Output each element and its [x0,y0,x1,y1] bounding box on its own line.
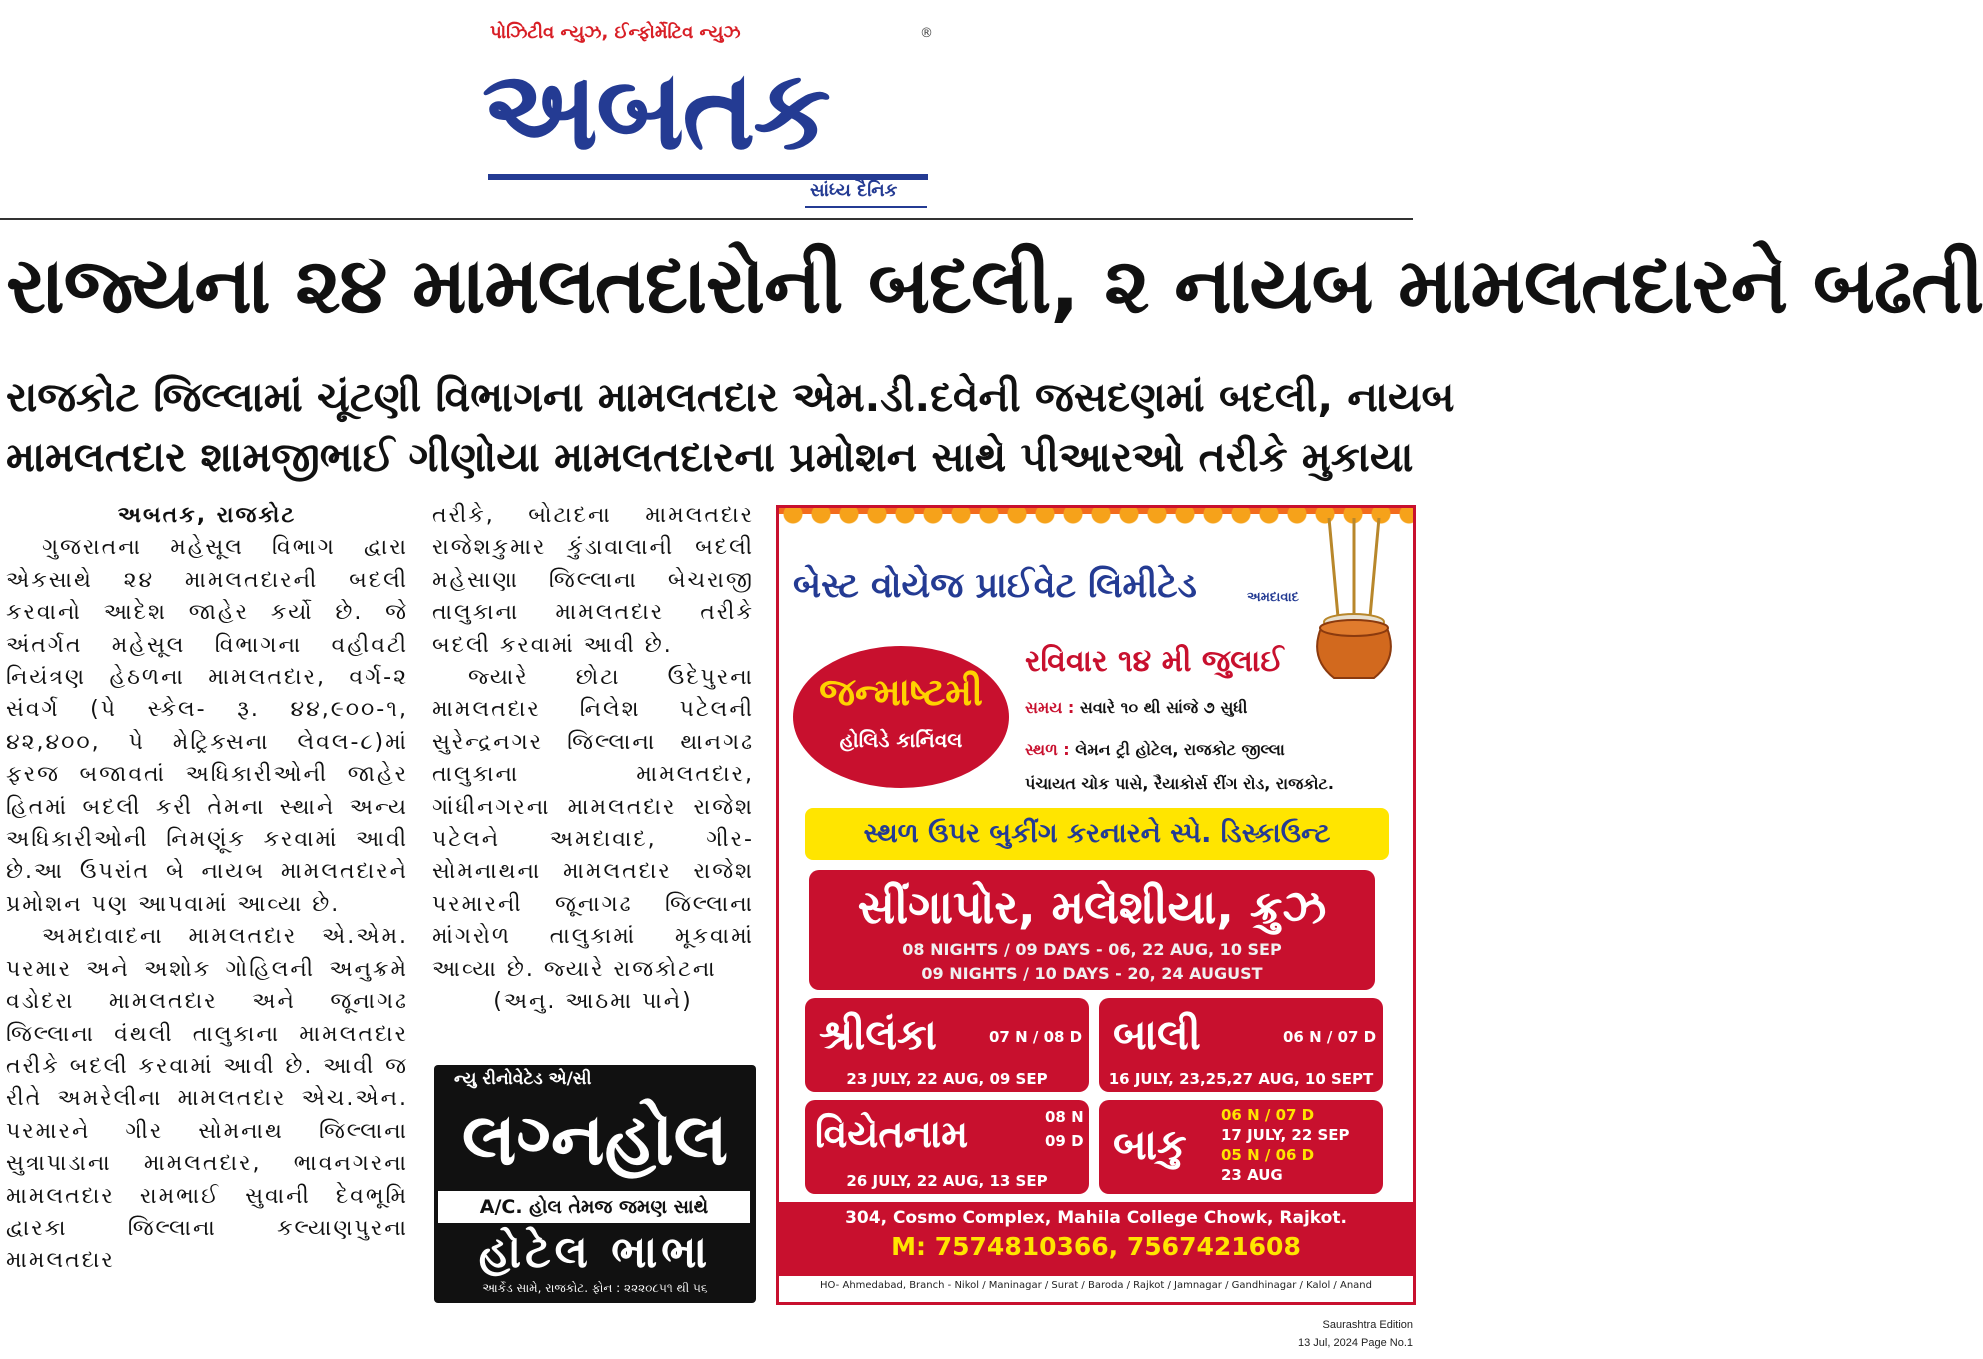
travel-address: 304, Cosmo Complex, Mahila College Chowk, Rajkot. [845,1208,1347,1228]
time-value: સવારે ૧૦ થી સાંજે ૭ સુધી [1079,698,1248,717]
tour-dates: 23 AUG [1221,1166,1283,1184]
main-headline: રાજ્યના ૨૪ મામલતદારોની બદલી, ૨ નાયબ મામલતદારને બઢતી [6,242,1983,331]
article-paragraph: અમદાવાદના મામલતદાર એ.એમ. પરમાર અને અશોક ગોહિલની અનુક્રમે વડોદરા મામલતદાર અને જૂનાગઢ જિલ્લાના વંથલી તાલુકાના મામલતદાર તરીકે બદલી કરવામાં આવી છે. આવી જ રીતે અમરેલીના મામલતદાર એચ.એન. પરમારને ગીર સોમનાથ જિલ્લાના સુત્રાપાડાના મામલતદાર, ભાવનગરના મામલતદાર રામભાઈ સુવાની દેવભૂમિ દ્વારકા જિલ્લાના કલ્યાણપુરના મામલતદાર [6,924,408,1274]
tour-nights: 06 N / 07 D [1283,1028,1377,1046]
discount-banner: સ્થળ ઉપર બુકીંગ કરનારને સ્પે. ડિસ્કાઉન્ટ [805,808,1389,860]
tour-dates: 26 JULY, 22 AUG, 13 SEP [846,1172,1048,1190]
travel-company-city: અમદાવાદ [1247,590,1299,605]
continued-note: (અનુ. આઠમા પાને) [493,989,693,1015]
badge-title: જન્માષ્ટમી [819,670,983,714]
badge-subtitle: હોલિડે કાર્નિવલ [839,728,963,752]
hall-ad-hotel: હોટેલ ભાભા [478,1227,712,1278]
tour-dates: 16 JULY, 23,25,27 AUG, 10 SEPT [1108,1070,1374,1088]
tour-nights: 05 N / 06 D [1221,1146,1315,1164]
tour-nights: 07 N / 08 D [989,1028,1083,1046]
tour-nights: 06 N / 07 D [1221,1106,1315,1124]
tour-srilanka [805,998,1089,1092]
tour-dates: 17 JULY, 22 SEP [1221,1126,1350,1144]
article-column-1 [6,500,408,1278]
event-venue-line-2: પંચાયત ચોક પાસે, રૈયાકોર્સ રીંગ રોડ, રાજકોટ. [1025,774,1334,793]
tour-singapore [809,870,1375,990]
tour-title: શ્રીલંકા [819,1010,937,1059]
article-paragraph: ગુજરાતના મહેસૂલ વિભાગ દ્વારા એકસાથે ૨૪ મામલતદારની બદલી કરવાનો આદેશ જાહેર કર્યો છે. જે અંતર્ગત મહેસૂલ વિભાગના વહીવટી નિયંત્રણ હેઠળના મામલતદાર, વર્ગ-૨ સંવર્ગ (પે સ્કેલ- રૂ. ૪૪,૯૦૦-૧, ૪૨,૪૦૦, પે મેટ્રિક્સના લેવલ-૮)માં ફરજ બજાવતાં અધિકારીઓની જાહેર હિતમાં બદલી કરી તેમના સ્થાને અન્ય અધિકારીઓની નિમણૂંક કરવામાં આવી છે.આ ઉપરાંત બે નાયબ મામલતદારને પ્રમોશન પણ આપવામાં આવ્યા છે. [6,535,408,917]
edition-info [1298,1316,1413,1352]
tour-title: બાકુ [1113,1120,1187,1169]
edition-name: Saurashtra Edition [1322,1319,1413,1331]
tour-title: વિયેતનામ [815,1112,969,1156]
tour-days: 09 D [1045,1132,1084,1150]
edition-type-underline [805,206,927,208]
time-label: સમય : [1025,698,1075,717]
venue-label: સ્થળ : [1025,740,1070,759]
travel-branches: HO- Ahmedabad, Branch - Nikol / Maninagar / Surat / Baroda / Rajkot / Jamnagar / Gandhinagar / Kalol / Anand [820,1280,1372,1291]
janmashtami-badge [793,646,1009,788]
hall-ad-address: આર્કેડ સામે, રાજકોટ. ફોન : ૨૨૨૦૮૫૧ થી ૫૬ [482,1281,708,1295]
event-date: રવિવાર ૧૪ મી જુલાઈ [1025,644,1284,679]
event-time [1025,698,1248,718]
hall-ad-title: લગ્નહોલ [461,1097,729,1181]
article-column-2 [432,500,754,1019]
edition-type: સાંધ્ય દૈનિક [810,180,898,201]
tour-dates: 23 JULY, 22 AUG, 09 SEP [846,1070,1048,1088]
masthead-divider [0,218,1413,220]
matki-pot-icon [1299,518,1409,688]
registered-mark: ® [920,26,933,41]
tour-dates-1: 08 NIGHTS / 09 DAYS - 06, 22 AUG, 10 SEP [902,940,1282,959]
tour-dates-2: 09 NIGHTS / 10 DAYS - 20, 24 AUGUST [921,964,1263,983]
tour-title: સીંગાપોર, મલેશીયા, ક્રુઝ [857,880,1327,934]
travel-contact-footer [779,1202,1413,1276]
article-dateline: અબતક, રાજકોટ [117,503,297,528]
subheadline-line-1: રાજકોટ જિલ્લામાં ચૂંટણી વિભાગના મામલતદાર એમ.ડી.દવેની જસદણમાં બદલી, નાયબ [6,373,1455,421]
masthead-tagline: પોઝિટીવ ન્યુઝ, ઈન્ફોર્મેટિવ ન્યુઝ [490,22,741,43]
newspaper-logo: અબતક [482,46,829,174]
article-paragraph: જ્યારે છોટા ઉદેપુરના મામલતદાર નિલેશ પટેલની સુરેન્દ્રનગર જિલ્લાના થાનગઢ તાલુકાના મામલતદાર, ગાંધીનગરના મામલતદાર રાજેશ પટેલને અમદાવાદ, ગીર-સોમનાથના મામલતદાર રાજેશ પરમારની જૂનાગઢ જિલ્લાના માંગરોળ તાલુકામાં મૂકવામાં આવ્યા છે. જ્યારે રાજકોટના [432,665,754,982]
travel-advertisement [776,505,1416,1305]
edition-date-page: 13 Jul, 2024 Page No.1 [1298,1337,1413,1349]
tour-vietnam [805,1100,1095,1194]
travel-phone: M: 7574810366, 7567421608 [891,1232,1301,1261]
masthead [480,18,940,208]
hall-ad-strip: A/C. હોલ તેમજ જમણ સાથે [438,1191,750,1223]
tour-nights: 08 N / [1045,1108,1095,1126]
hall-ad-renovated: ન્યુ રીનોવેટેડ એ/સી [454,1069,592,1089]
event-venue [1025,740,1285,760]
tour-baku [1099,1100,1383,1194]
tour-title: બાલી [1113,1010,1201,1059]
tour-bali [1099,998,1383,1092]
travel-company-name: બેસ્ટ વોયેજ પ્રાઈવેટ લિમીટેડ [793,566,1197,606]
venue-value: લેમન ટ્રી હોટેલ, રાજકોટ જીલ્લા [1075,740,1285,759]
hall-advertisement [434,1065,756,1303]
subheadline-line-2: મામલતદાર શામજીભાઈ ગીણોયા મામલતદારના પ્રમોશન સાથે પીઆરઓ તરીકે મુકાયા [6,433,1414,481]
article-paragraph: તરીકે, બોટાદના મામલતદાર રાજેશકુમાર કુંડાવાલાની બદલી મહેસાણા જિલ્લાના બેચરાજી તાલુકાના મામલતદાર તરીકે બદલી કરવામાં આવી છે. [432,503,754,658]
